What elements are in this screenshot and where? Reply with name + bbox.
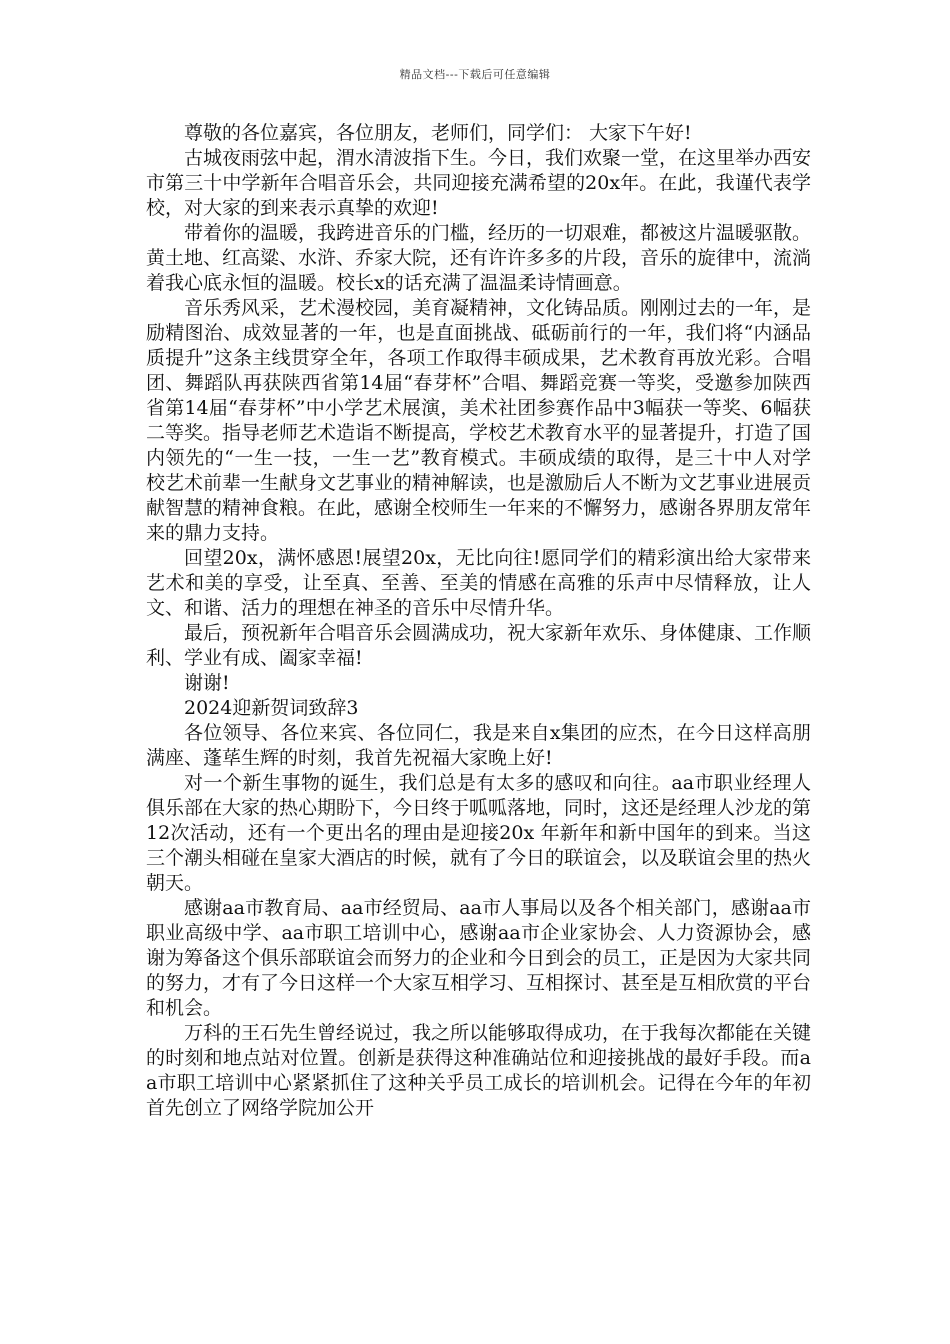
paragraph: 带着你的温暖，我跨进音乐的门槛，经历的一切艰难，都被这片温暖驱散。黄土地、红高粱、水浒、乔家大院，还有许许多多的片段，音乐的旋律中，流淌着我心底永恒的温暖。校长x的话充满了温温柔诗情画意。 <box>146 222 812 294</box>
document-body <box>146 121 811 1121</box>
paragraph: 感谢aa市教育局、aa市经贸局、aa市人事局以及各个相关部门，感谢aa市职业高级中学、aa市职工培训中心，感谢aa市企业家协会、人力资源协会，感谢为筹备这个俱乐部联谊会而努力的企业和今日到会的员工，正是因为大家共同的努力，才有了今日这样一个大家互相学习、互相探讨、甚至是互相欣赏的平台和机会。 <box>146 897 812 1019</box>
paragraph: 音乐秀风采，艺术漫校园，美育凝精神，文化铸品质。刚刚过去的一年，是励精图治、成效显著的一年，也是直面挑战、砥砺前行的一年，我们将“内涵品质提升”这条主线贯穿全年，各项工作取得丰硕成果，艺术教育再放光彩。合唱团、舞蹈队再获陕西省第14届“春芽杯”合唱、舞蹈竞赛一等奖，受邀参加陕西省第14届“春芽杯”中小学艺术展演，美术社团参赛作品中3幅获一等奖、6幅获二等奖。指导老师艺术造诣不断提高，学校艺术教育水平的显著提升，打造了国内领先的“一生一技，一生一艺”教育模式。丰硕成绩的取得，是三十中人对学校艺术前辈一生献身文艺事业的精神解读，也是激励后人不断为文艺事业进展贡献智慧的精神食粮。在此，感谢全校师生一年来的不懈努力，感谢各界朋友常年来的鼎力支持。 <box>146 297 812 544</box>
paragraph: 对一个新生事物的诞生，我们总是有太多的感叹和向往。aa市职业经理人俱乐部在大家的热心期盼下，今日终于呱呱落地，同时，这还是经理人沙龙的第 12次活动，还有一个更出名的理由是迎接20x 年新年和新中国年的到来。当这三个潮头相碰在皇家大酒店的时候，就有了今日的联谊会，以及联谊会里的热火朝天。 <box>146 772 812 894</box>
paragraph: 万科的王石先生曾经说过，我之所以能够取得成功，在于我每次都能在关键的时刻和地点站对位置。创新是获得这种准确站位和迎接挑战的最好手段。而aa市职工培训中心紧紧抓住了这种关乎员工成长的培训机会。记得在今年的年初首先创立了网络学院加公开 <box>146 1022 812 1119</box>
section-heading: 2024迎新贺词致辞3 <box>184 697 359 719</box>
paragraph-thanks: 谢谢! <box>184 672 230 694</box>
paragraph-greeting: 尊敬的各位嘉宾，各位朋友，老师们，同学们： 大家下午好! <box>184 122 692 144</box>
paragraph: 最后，预祝新年合唱音乐会圆满成功，祝大家新年欢乐、身体健康、工作顺利、学业有成、阖家幸福! <box>146 622 812 669</box>
paragraph: 各位领导、各位来宾、各位同仁，我是来自x集团的应杰，在今日这样高朋满座、蓬荜生辉的时刻，我首先祝福大家晚上好! <box>146 722 811 769</box>
paragraph: 回望20x，满怀感恩!展望20x，无比向往!愿同学们的精彩演出给大家带来艺术和美的享受，让至真、至善、至美的情感在高雅的乐声中尽情释放，让人文、和谐、活力的理想在神圣的音乐中尽情升华。 <box>146 547 811 619</box>
paragraph: 古城夜雨弦中起，渭水清波指下生。今日，我们欢聚一堂，在这里举办西安市第三十中学新年合唱音乐会，共同迎接充满希望的20x年。在此，我谨代表学校，对大家的到来表示真挚的欢迎! <box>146 147 812 219</box>
page-header: 精品文档---下载后可任意编辑 <box>399 68 551 81</box>
